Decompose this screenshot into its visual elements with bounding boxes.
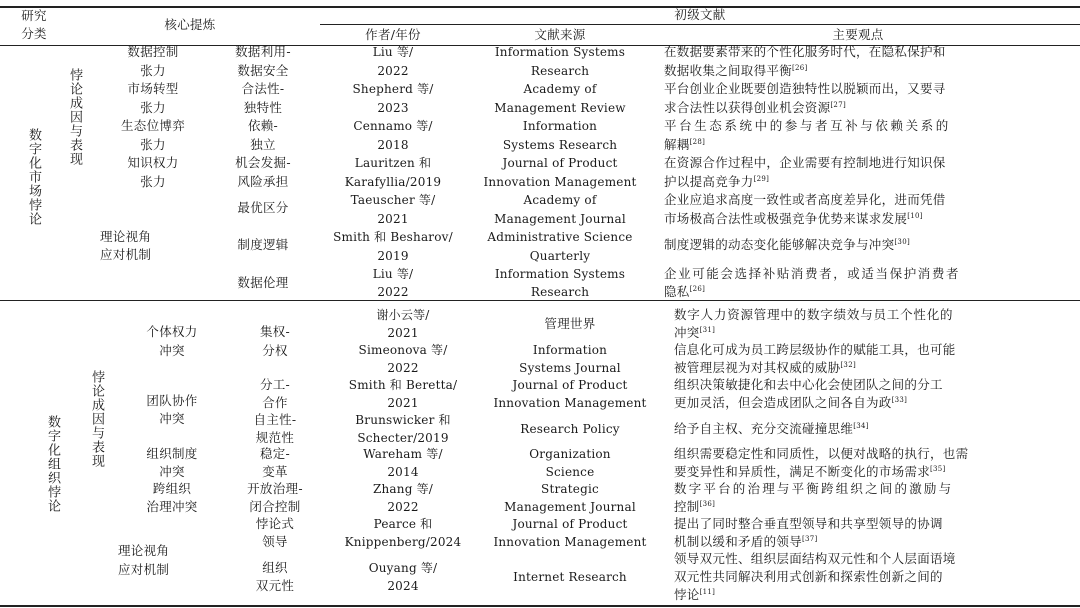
- citation-ref: [26]: [689, 284, 706, 293]
- code-text: 合法性-: [241, 81, 285, 96]
- theme-text: 知识权力: [127, 155, 179, 170]
- source-text: Systems Research: [502, 138, 618, 152]
- author-text: Liu 等/: [372, 267, 414, 281]
- source-text: Information: [532, 343, 608, 357]
- section-category-market: 数字化市场悖论: [26, 128, 41, 226]
- code-text: 数据伦理: [237, 275, 289, 290]
- source-text: Science: [545, 465, 595, 479]
- author-text: Schecter/2019: [357, 431, 449, 445]
- code-text: 依赖-: [247, 118, 279, 133]
- source-text: Information Systems: [494, 45, 626, 59]
- author-text: 谢小云等/: [376, 308, 430, 322]
- view-text: 企业应追求高度一致性或者高度差异化，进而凭借: [664, 192, 946, 207]
- view-text: 数据收集之间取得平衡[26]: [664, 63, 808, 78]
- theme-text: 团队协作: [146, 393, 198, 408]
- author-text: 2023: [377, 101, 409, 115]
- citation-ref: [29]: [753, 174, 770, 183]
- view-text: 提出了同时整合垂直型领导和共享型领导的协调: [674, 516, 943, 531]
- theme-text: 跨组织: [152, 481, 192, 496]
- theme-text: 生态位博弈: [120, 118, 186, 133]
- citation-ref: [32]: [840, 360, 856, 369]
- section-category-organization: 数字化组织悖论: [45, 415, 60, 513]
- code-text: 合作: [262, 395, 288, 410]
- author-text: 2021: [387, 326, 419, 340]
- view-text: 数字平台的治理与平衡跨组织之间的激励与: [674, 481, 954, 496]
- citation-ref: [33]: [891, 395, 908, 404]
- author-text: Taeuscher 等/: [350, 193, 436, 207]
- code-text: 组织: [262, 560, 288, 575]
- header-primary-literature: 初级文献: [674, 7, 726, 22]
- code-text: 最优区分: [237, 200, 289, 215]
- author-text: Lauritzen 和: [354, 156, 432, 170]
- view-text: 领导双元性、组织层面结构双元性和个人层面语境: [674, 551, 956, 566]
- header-main-view: 主要观点: [832, 27, 884, 42]
- view-text: 市场极高合法性或极强竞争优势来谋求发展[10]: [664, 211, 923, 226]
- source-text: Journal of Product: [512, 517, 628, 531]
- theme-text: 张力: [140, 137, 166, 152]
- source-text: Information Systems: [494, 267, 626, 281]
- code-text: 开放治理-: [247, 481, 303, 496]
- view-text: 平台生态系统中的参与者互补与依赖关系的: [664, 118, 951, 133]
- view-text: 在资源合作过程中，企业需要有控制地进行知识保: [664, 155, 946, 170]
- view-text: 冲突[31]: [674, 325, 716, 340]
- citation-ref: [31]: [699, 325, 716, 334]
- source-text: Management Journal: [504, 500, 636, 514]
- source-text: Administrative Science: [487, 230, 633, 244]
- author-text: Zhang 等/: [372, 482, 434, 496]
- view-text: 信息化可成为员工跨层级协作的赋能工具，也可能: [674, 342, 956, 357]
- author-text: 2019: [377, 249, 409, 263]
- view-text: 企业可能会选择补贴消费者，或适当保护消费者: [664, 266, 961, 281]
- theme-text: 张力: [140, 63, 166, 78]
- header-author-year: 作者/年份: [365, 27, 421, 42]
- code-text: 稳定-: [259, 446, 291, 461]
- code-text: 自主性-: [253, 412, 297, 427]
- citation-ref: [11]: [699, 587, 716, 596]
- citation-ref: [36]: [699, 499, 716, 508]
- source-text: Information: [522, 119, 598, 133]
- view-text: 隐私[26]: [664, 284, 706, 299]
- subgroup-label-theory-line1: 理论视角: [100, 229, 152, 244]
- source-text: Academy of: [523, 193, 597, 207]
- view-text: 平台创业企业既要创造独特性以脱颖而出，又要寻: [664, 81, 946, 96]
- bottom-rule: [0, 605, 1080, 607]
- subgroup-label-cause: 悖论成因与表现: [67, 68, 82, 166]
- view-text: 被管理层视为对其权威的威胁[32]: [674, 360, 856, 375]
- source-text: Innovation Management: [483, 175, 637, 189]
- author-text: Karafyllia/2019: [344, 175, 442, 189]
- author-text: 2022: [387, 500, 419, 514]
- code-text: 独特性: [243, 100, 283, 115]
- author-text: Smith 和 Beretta/: [348, 378, 458, 392]
- source-text: Internet Research: [513, 570, 627, 584]
- citation-ref: [30]: [894, 237, 910, 246]
- header-research-category-1: 研究: [21, 8, 47, 23]
- theme-text: 张力: [140, 174, 166, 189]
- view-text: 数字人力资源管理中的数字绩效与员工个性化的: [674, 307, 954, 322]
- citation-ref: [34]: [853, 421, 869, 430]
- citation-ref: [26]: [792, 63, 808, 72]
- author-text: Knippenberg/2024: [344, 535, 462, 549]
- citation-ref: [35]: [930, 464, 946, 473]
- source-text: Strategic: [541, 482, 599, 496]
- top-rule: [0, 6, 1080, 8]
- code-text: 独立: [250, 137, 276, 152]
- code-text: 变革: [262, 464, 288, 479]
- code-text: 数据利用-: [235, 44, 291, 59]
- code-text: 机会发掘-: [235, 155, 291, 170]
- code-text: 数据安全: [237, 63, 289, 78]
- code-text: 领导: [262, 534, 288, 549]
- view-text: 更加灵活，但会造成团队之间各自为政[33]: [674, 395, 908, 410]
- author-text: Ouyang 等/: [368, 561, 438, 575]
- view-text: 控制[36]: [674, 499, 716, 514]
- author-text: Smith 和 Besharov/: [333, 230, 453, 244]
- subgroup-label-cause: 悖论成因与表现: [89, 370, 104, 468]
- code-text: 闭合控制: [249, 499, 301, 514]
- code-text: 制度逻辑: [237, 237, 289, 252]
- header-research-category-2: 分类: [21, 26, 47, 41]
- view-text: 求合法性以获得创业机会资源[27]: [664, 100, 846, 115]
- theme-text: 组织制度: [146, 446, 198, 461]
- view-text: 在数据要素带来的个性化服务时代，在隐私保护和: [664, 44, 946, 59]
- author-text: 2024: [387, 579, 419, 593]
- source-text: Management Journal: [494, 212, 626, 226]
- source-text: Journal of Product: [502, 156, 618, 170]
- code-text: 风险承担: [237, 174, 289, 189]
- code-text: 分工-: [259, 377, 291, 392]
- author-text: 2022: [387, 361, 419, 375]
- view-text: 制度逻辑的动态变化能够解决竞争与冲突[30]: [664, 237, 910, 252]
- view-text: 组织需要稳定性和同质性，以便对战略的执行，也需: [674, 446, 969, 461]
- source-text: Research: [530, 64, 590, 78]
- theme-text: 个体权力: [146, 324, 198, 339]
- header-core-extraction: 核心提炼: [164, 17, 216, 32]
- code-text: 集权-: [259, 324, 291, 339]
- subgroup-label-theory-line1: 理论视角: [118, 543, 170, 558]
- source-text: Research Policy: [520, 422, 620, 436]
- theme-text: 市场转型: [127, 81, 179, 96]
- source-text: Research: [530, 285, 590, 299]
- author-text: Liu 等/: [372, 45, 414, 59]
- view-text: 机制以缓和矛盾的领导[37]: [674, 534, 818, 549]
- code-text: 分权: [262, 343, 288, 358]
- source-text: Management Review: [494, 101, 626, 115]
- citation-ref: [37]: [802, 534, 818, 543]
- code-text: 悖论式: [255, 516, 295, 531]
- section-divider: [0, 300, 1080, 301]
- source-text: Systems Journal: [519, 361, 621, 375]
- subgroup-label-theory-line2: 应对机制: [118, 562, 170, 577]
- source-text: Academy of: [523, 82, 597, 96]
- view-text: 组织决策敏捷化和去中心化会使团队之间的分工: [674, 377, 943, 392]
- view-text: 悖论[11]: [674, 587, 716, 602]
- source-text: Organization: [529, 447, 611, 461]
- view-text: 护以提高竞争力[29]: [664, 174, 770, 189]
- theme-text: 数据控制: [127, 44, 179, 59]
- author-text: 2021: [387, 396, 419, 410]
- author-text: Wareham 等/: [363, 447, 443, 461]
- author-text: 2022: [377, 64, 409, 78]
- author-text: Shepherd 等/: [352, 82, 434, 96]
- theme-text: 张力: [140, 100, 166, 115]
- theme-text: 冲突: [159, 343, 185, 358]
- author-text: Brunswicker 和: [355, 413, 451, 427]
- theme-text: 冲突: [159, 464, 185, 479]
- author-text: Cennamo 等/: [353, 119, 433, 133]
- header-sub-rule: [320, 24, 1080, 25]
- citation-ref: [28]: [689, 137, 706, 146]
- subgroup-label-theory-line2: 应对机制: [100, 247, 152, 262]
- author-text: 2018: [377, 138, 409, 152]
- source-text: 管理世界: [544, 316, 596, 331]
- citation-ref: [10]: [907, 211, 923, 220]
- view-text: 给予自主权、充分交流碰撞思维[34]: [674, 421, 869, 436]
- source-text: Innovation Management: [493, 535, 647, 549]
- citation-ref: [27]: [830, 100, 846, 109]
- theme-text: 冲突: [159, 411, 185, 426]
- view-text: 双元性共同解决利用式创新和探索性创新之间的: [674, 569, 943, 584]
- code-text: 规范性: [255, 430, 295, 445]
- view-text: 解耦[28]: [664, 137, 706, 152]
- source-text: Innovation Management: [493, 396, 647, 410]
- source-text: Journal of Product: [512, 378, 628, 392]
- view-text: 要变异性和异质性，满足不断变化的市场需求[35]: [674, 464, 946, 479]
- author-text: Simeonova 等/: [358, 343, 448, 357]
- author-text: 2021: [377, 212, 409, 226]
- theme-text: 治理冲突: [146, 499, 198, 514]
- header-source: 文献来源: [534, 27, 586, 42]
- author-text: Pearce 和: [373, 517, 433, 531]
- author-text: 2014: [387, 465, 419, 479]
- code-text: 双元性: [255, 578, 295, 593]
- source-text: Quarterly: [529, 249, 591, 263]
- author-text: 2022: [377, 285, 409, 299]
